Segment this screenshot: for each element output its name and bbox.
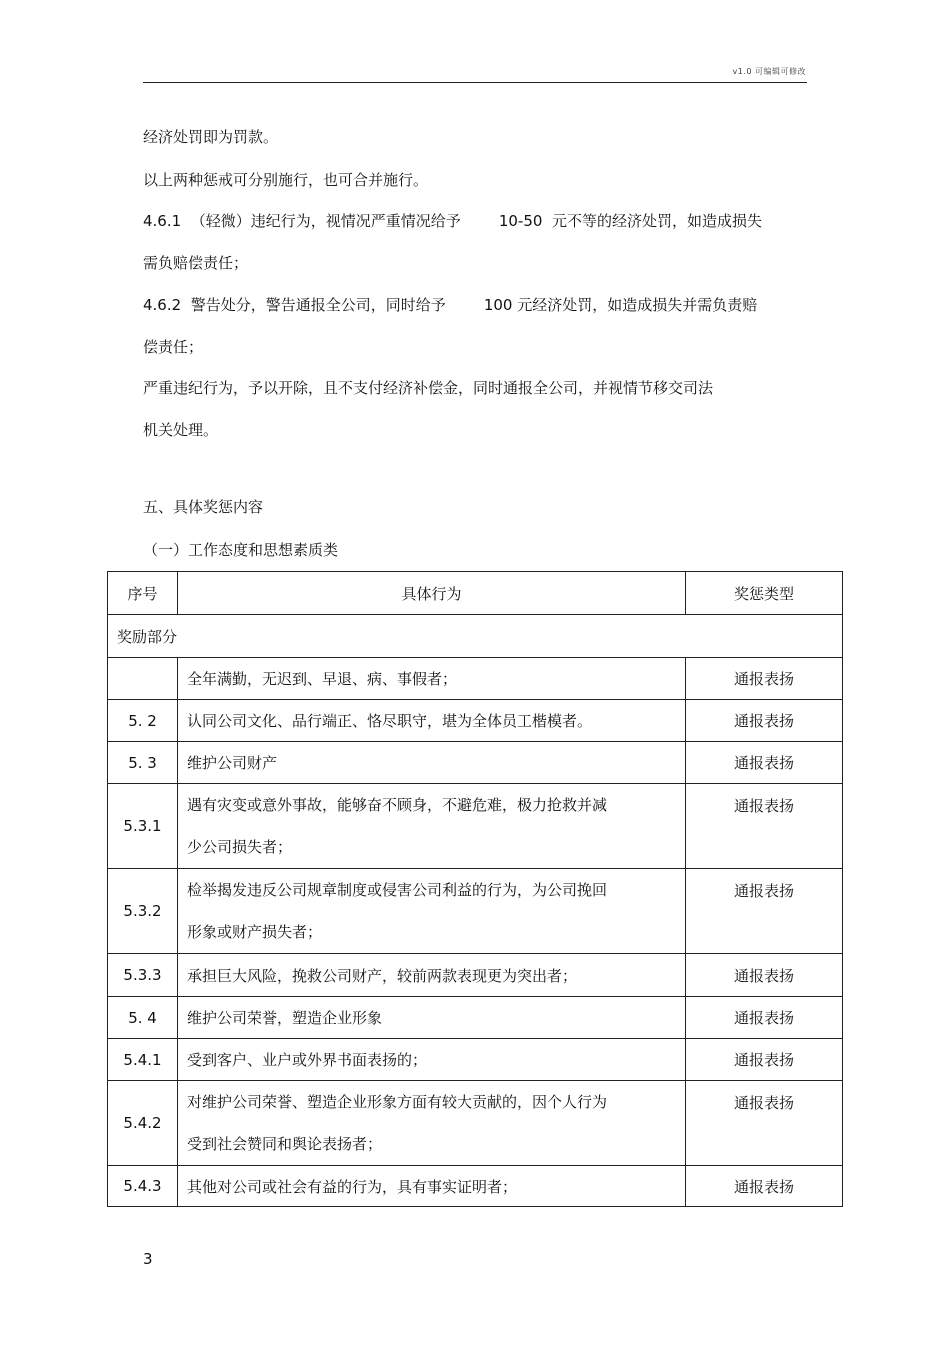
row-no: 5.3.3 (108, 954, 178, 997)
table-row (108, 869, 843, 954)
row-behavior (178, 1081, 686, 1166)
row-no: 5.3.1 (108, 784, 178, 869)
paragraph: 需负赔偿责任； (143, 254, 249, 272)
row-behavior-line: 少公司损失者； (187, 838, 293, 856)
row-behavior-line: 受到社会赞同和舆论表扬者； (187, 1135, 383, 1153)
rewards-table (107, 571, 843, 1207)
paragraph: 4.6.1 （轻微）违纪行为，视情况严重情况给予 10-50 元不等的经济处罚，如造成损失 (143, 212, 762, 230)
row-no: 5.3.2 (108, 869, 178, 954)
row-type: 通报表扬 (686, 954, 843, 997)
row-type: 通报表扬 (686, 742, 843, 784)
table-row (108, 658, 843, 700)
row-behavior (178, 869, 686, 954)
section-label: 奖励部分 (108, 615, 843, 658)
row-no: 5.4.2 (108, 1081, 178, 1166)
row-type: 通报表扬 (686, 1039, 843, 1081)
table-header-row (108, 572, 843, 615)
row-behavior: 维护公司荣誉，塑造企业形象 (178, 997, 686, 1039)
row-no: 5.4.1 (108, 1039, 178, 1081)
row-behavior: 全年满勤，无迟到、早退、病、事假者； (178, 658, 686, 700)
row-type: 通报表扬 (686, 997, 843, 1039)
table-row (108, 700, 843, 742)
table-row (108, 1081, 843, 1166)
row-behavior: 承担巨大风险，挽救公司财产，较前两款表现更为突出者； (178, 954, 686, 997)
row-behavior: 认同公司文化、品行端正、恪尽职守，堪为全体员工楷模者。 (178, 700, 686, 742)
header-rule (143, 82, 807, 83)
table-row (108, 954, 843, 997)
paragraph: 偿责任； (143, 338, 204, 356)
paragraph: 经济处罚即为罚款。 (143, 128, 279, 146)
row-no: 5. 3 (108, 742, 178, 784)
row-behavior: 维护公司财产 (178, 742, 686, 784)
paragraph: 以上两种惩戒可分别施行，也可合并施行。 (143, 171, 429, 189)
row-type: 通报表扬 (686, 1081, 843, 1166)
header-no: 序号 (108, 572, 178, 615)
table-row (108, 742, 843, 784)
table-row (108, 997, 843, 1039)
header-type: 奖惩类型 (686, 572, 843, 615)
row-type: 通报表扬 (686, 1166, 843, 1207)
table-row (108, 784, 843, 869)
row-behavior (178, 784, 686, 869)
row-behavior-line: 遇有灾变或意外事故，能够奋不顾身，不避危难，极力抢救并减 (187, 796, 608, 814)
table-row (108, 1166, 843, 1207)
paragraph: 机关处理。 (143, 421, 219, 439)
row-no: 5.4.3 (108, 1166, 178, 1207)
row-no: 5. 4 (108, 997, 178, 1039)
row-no: 5. 2 (108, 700, 178, 742)
row-behavior-line: 对维护公司荣誉、塑造企业形象方面有较大贡献的，因个人行为 (187, 1093, 608, 1111)
row-behavior-line: 检举揭发违反公司规章制度或侵害公司利益的行为，为公司挽回 (187, 881, 608, 899)
paragraph: 4.6.2 警告处分，警告通报全公司，同时给予 100 元经济处罚，如造成损失并需负责赔 (143, 296, 758, 314)
header-behavior: 具体行为 (178, 572, 686, 615)
row-behavior: 受到客户、业户或外界书面表扬的； (178, 1039, 686, 1081)
page-number: 3 (143, 1250, 153, 1268)
row-behavior-line: 形象或财产损失者； (187, 923, 323, 941)
row-type: 通报表扬 (686, 658, 843, 700)
section-heading: 五、具体奖惩内容 (143, 498, 264, 516)
section-row (108, 615, 843, 658)
header-version-label: v1.0 可编辑可修改 (732, 67, 806, 76)
row-type: 通报表扬 (686, 869, 843, 954)
row-type: 通报表扬 (686, 700, 843, 742)
paragraph: 严重违纪行为，予以开除，且不支付经济补偿金，同时通报全公司，并视情节移交司法 (143, 379, 714, 397)
row-behavior: 其他对公司或社会有益的行为，具有事实证明者； (178, 1166, 686, 1207)
row-no (108, 658, 178, 700)
table-row (108, 1039, 843, 1081)
subsection-heading: （一）工作态度和思想素质类 (143, 541, 339, 559)
row-type: 通报表扬 (686, 784, 843, 869)
